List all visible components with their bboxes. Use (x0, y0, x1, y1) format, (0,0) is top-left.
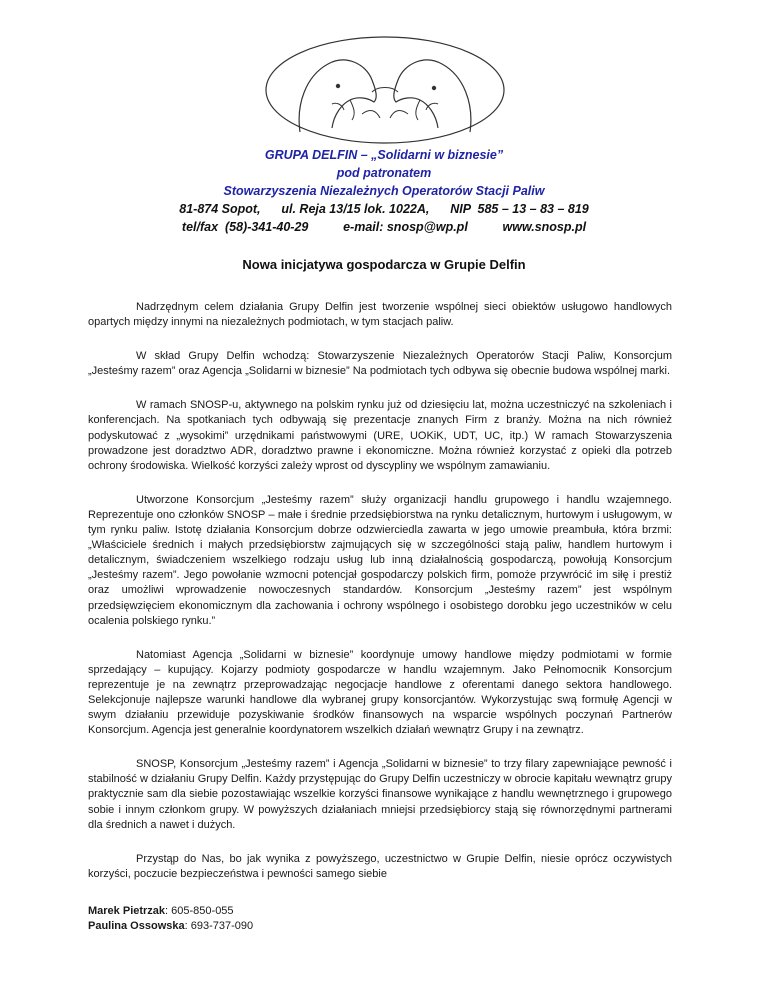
dolphins-logo-icon (262, 34, 508, 146)
letterhead-patronage: pod patronatem (336, 166, 432, 180)
contact-name: Marek Pietrzak (88, 905, 166, 917)
paragraph: Nadrzędnym celem działania Grupy Delfin jest tworzenie wspólnej sieci obiektów usługowo handlowych opartych między innymi na niezależnych podmiotach, w tym stacjach paliw. (88, 301, 672, 329)
contact-name: Paulina Ossowska (88, 920, 185, 932)
document-body (88, 300, 672, 901)
document-title: Nowa inicjatywa gospodarcza w Grupie Delfin (242, 257, 526, 272)
contact-item (88, 919, 488, 934)
contact-item (88, 904, 488, 919)
contact-phone: : 605-850-055 (165, 905, 234, 917)
contact-list (88, 904, 488, 934)
letterhead (100, 146, 668, 236)
paragraph: Przystąp do Nas, bo jak wynika z powyższego, uczestnictwo w Grupie Delfin, niesie oprócz oczywistych korzyści, poczucie bezpieczeństwa i pewności samego siebie (88, 852, 672, 880)
paragraph: Utworzone Konsorcjum „Jesteśmy razem” służy organizacji handlu grupowego i handlu wzajemnego. Reprezentuje ono członków SNOSP – małe i średnie przedsiębiorstwa na rynku detalicznym, hurtowym i usługowym, w tym rynku paliw. Istotę działania Konsorcjum dobrze odzwierciedla zawarta w jego umowie preambuła, która brzmi: „Właściciele średnich i małych przedsiębiorstw zajmujących się w szczególności stają paliw, handlem hurtowym i detalicznym, świadczeniem wszelkiego rodzaju usług lub inną działalnością gospodarczą, powołują Konsorcjum „Jesteśmy razem”. Jego powołanie wzmocni potencjał gospodarczy polskich firm, pomoże przywrócić im siłę i prestiż oraz umożliwi wprowadzenie nowoczesnych standardów. Konsorcjum „Jesteśmy razem” jest wspólnym przedsięwzięciem ekonomicznym dla zachowania i ochrony wspólnego i osobistego dorobku jego uczestników w celu ocalenia polskiego rynku.” (88, 493, 672, 627)
paragraph: SNOSP, Konsorcjum „Jesteśmy razem” i Agencja „Solidarni w biznesie” to trzy filary zapewniające pewność i stabilność w działaniu Grupy Delfin. Każdy przystępując do Grupy Delfin uczestniczy w obrocie kapitału wewnątrz grupy praktycznie sam dla siebie pozostawiając wszelkie korzyści finansowe wynikające z handlu wewnętrznego i grupowego sobie i innym członkom grupy. W powyższych działaniach mniejsi przedsiębiorcy stają się równorzędnymi partnerami dla średnich a nawet i dużych. (88, 758, 672, 831)
paragraph: W ramach SNOSP-u, aktywnego na polskim rynku już od dziesięciu lat, można uczestniczyć na szkoleniach i konferencjach. Na spotkaniach tych odbywają się prezentacje znanych Firm z branży. Można na nich również podyskutować z „wysokimi” urzędnikami państwowymi (URE, UOKiK, UDT, UC, itp.) W ramach Stowarzyszenia prowadzone jest doradztwo ADR, doradztwo prawne i ekonomiczne. Można również korzystać z opieki dla potrzeb ochrony środowiska. Wielkość korzyści zależy wprost od dyscypliny we wspólnym zamawianiu. (88, 399, 672, 472)
letterhead-contact: tel/fax (58)-341-40-29 e-mail: snosp@wp.pl www.snosp.pl (181, 220, 587, 234)
letterhead-association: Stowarzyszenia Niezależnych Operatorów Stacji Paliw (223, 184, 545, 198)
paragraph: Natomiast Agencja „Solidarni w biznesie” koordynuje umowy handlowe między podmiotami w formie sprzedający – kupujący. Kojarzy podmioty gospodarcze w handlu wzajemnym. Jako Pełnomocnik Konsorcjum reprezentuje je na zewnątrz przeprowadzając negocjacje handlowe z oferentami danego sektora handlowego. Selekcjonuje najlepsze warunki handlowe dla wybranej grupy konsorcjantów. Wykorzystując swą formułę Agencji w swym działaniu przewiduje pozyskiwanie środków finansowych na wsparcie wspólnych poczynań Partnerów Konsorcjum. Agencja jest generalnie koordynatorem wszelkich działań wewnątrz Grupy i na zewnątrz. (88, 648, 672, 737)
contact-phone: : 693-737-090 (184, 920, 254, 932)
letterhead-group-name: GRUPA DELFIN – „Solidarni w biznesie” (264, 148, 504, 162)
letterhead-address: 81-874 Sopot, ul. Reja 13/15 lok. 1022A, NIP 585 – 13 – 83 – 819 (179, 202, 589, 216)
paragraph: W skład Grupy Delfin wchodzą: Stowarzyszenie Niezależnych Operatorów Stacji Paliw, Konsorcjum „Jesteśmy razem” oraz Agencja „Solidarni w biznesie” Na podmiotach tych odbywa się obecnie budowa wspólnej marki. (88, 350, 672, 378)
